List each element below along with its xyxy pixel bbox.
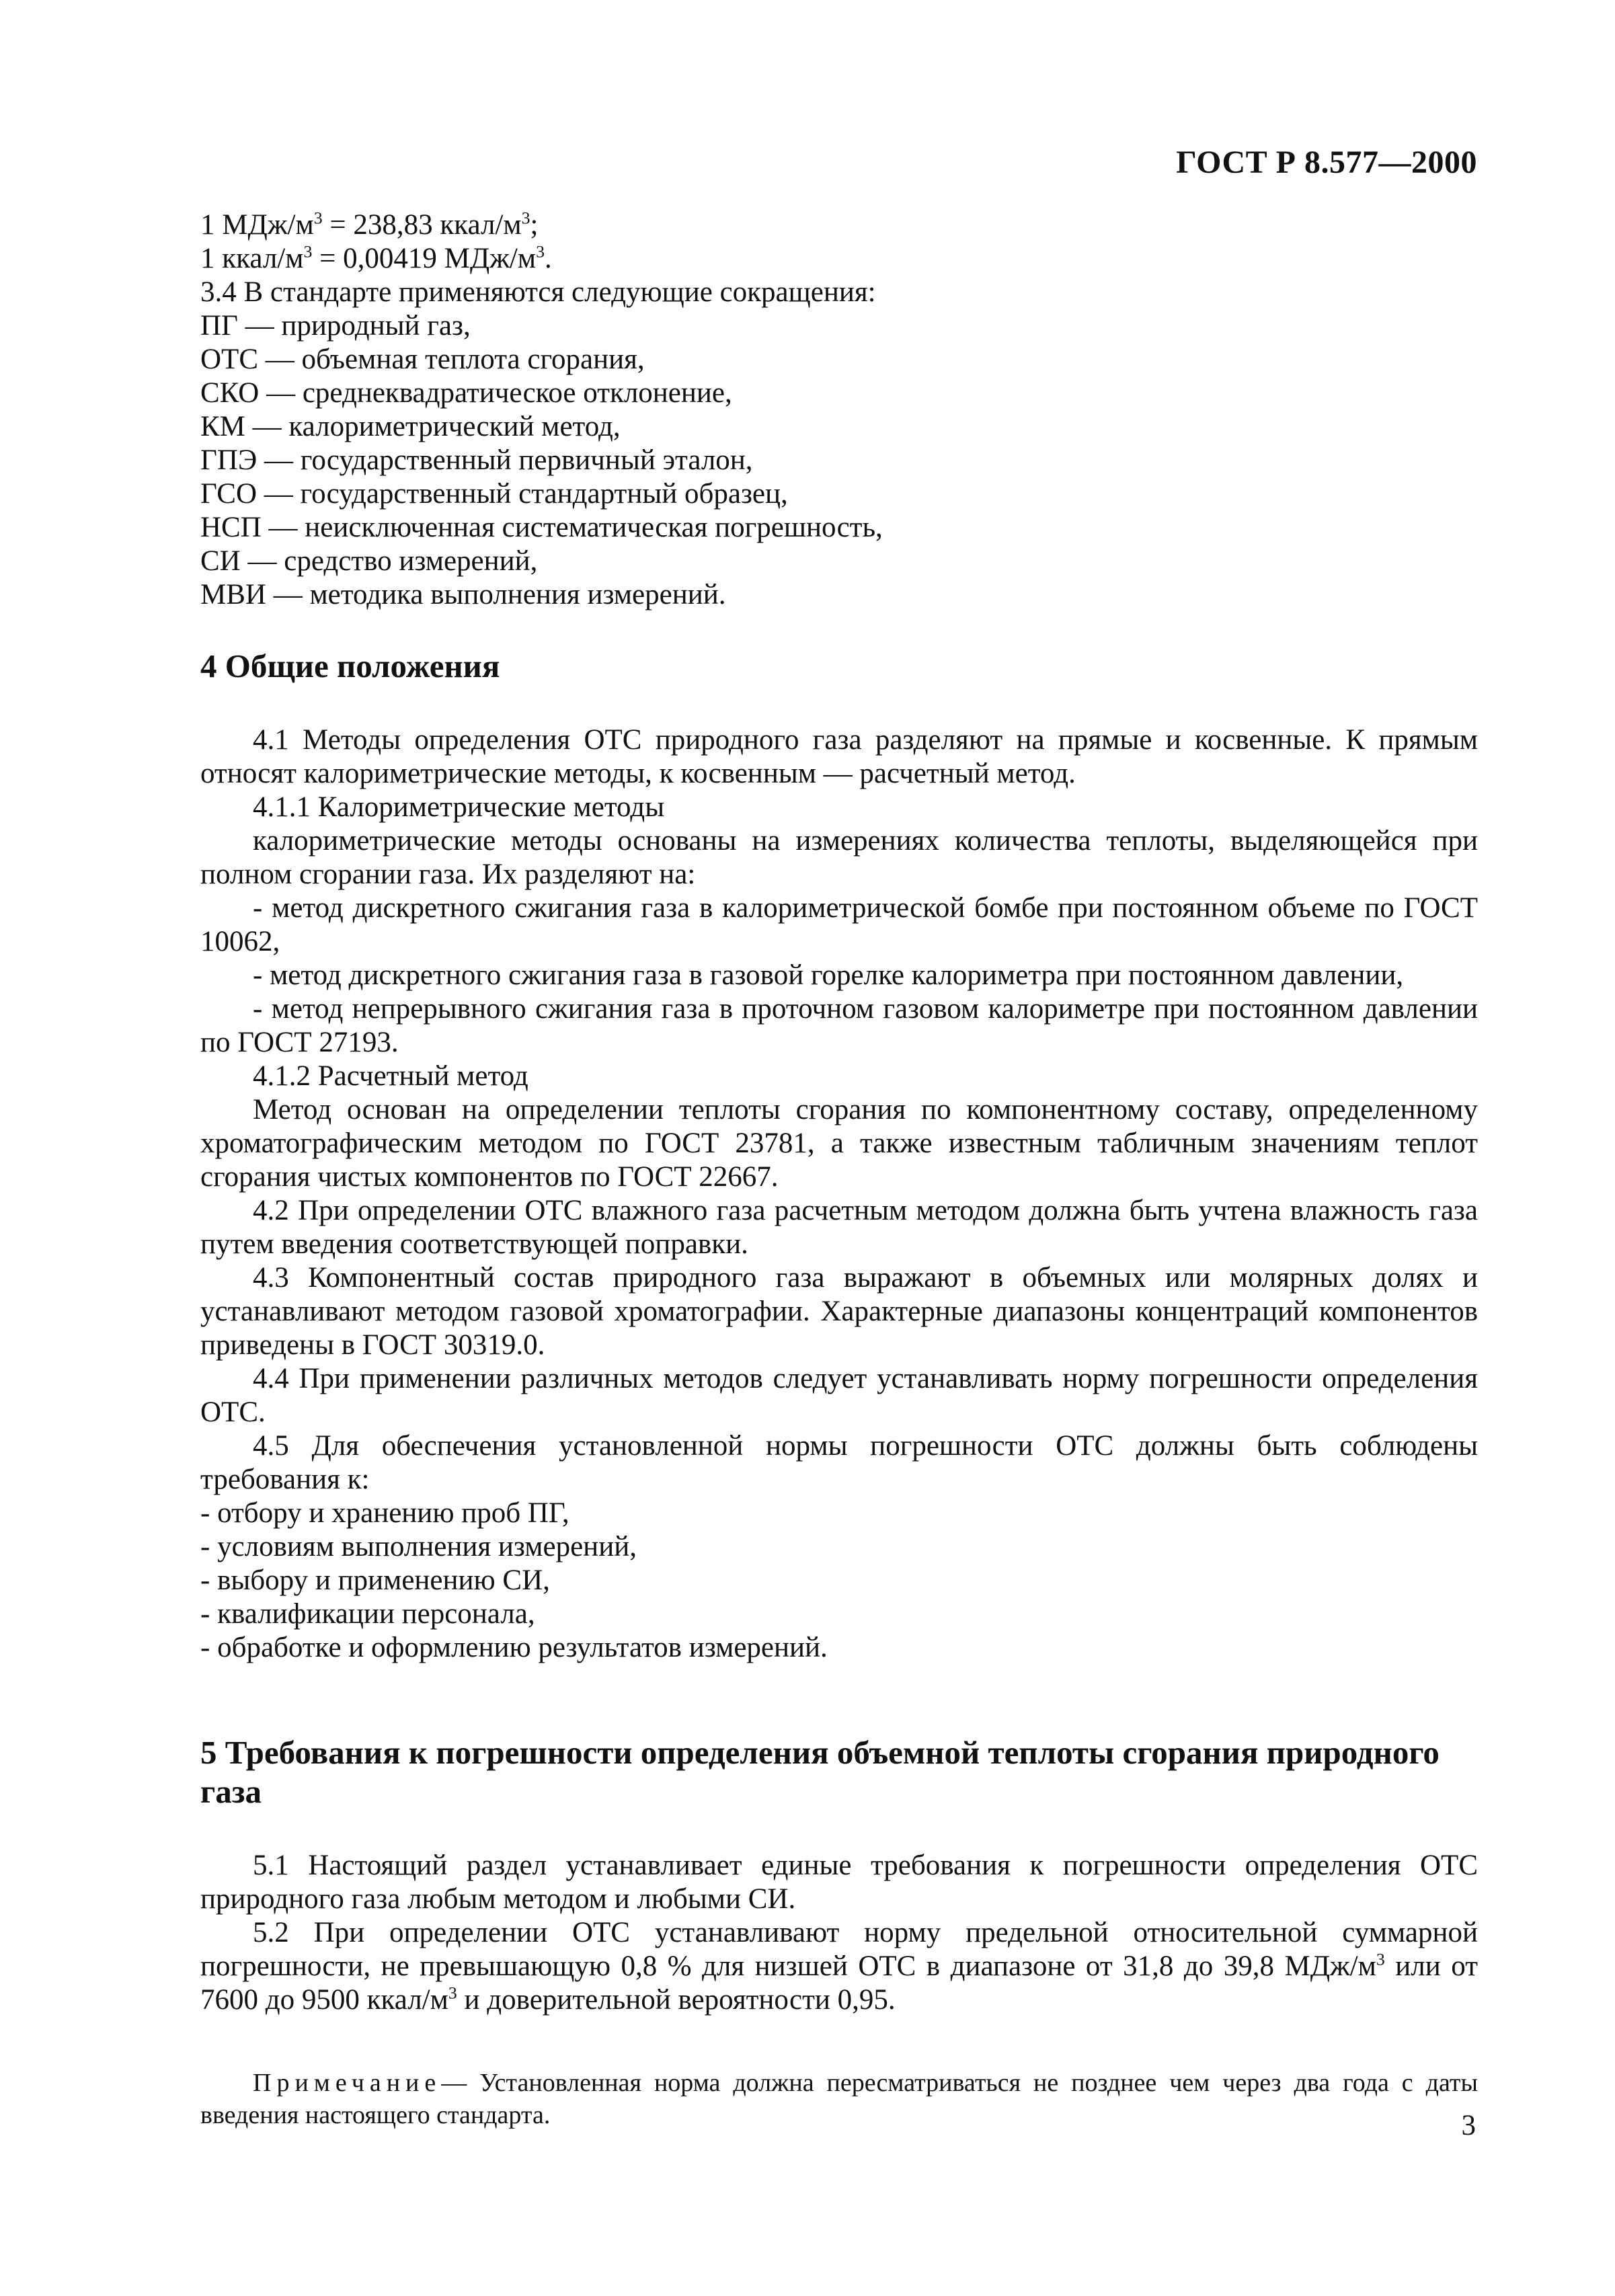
superscript: 3 <box>313 208 323 228</box>
superscript: 3 <box>448 1983 457 2003</box>
abbreviation-item: СИ — средство измерений, <box>200 545 538 577</box>
paragraph-4-3: 4.3 Компонентный состав природного газа выражают в объемных или молярных долях и устанавливают методом газовой хроматографии. Характерные диапазоны концентраций компонентов приведены в ГОСТ 30319.0. <box>200 1262 1478 1361</box>
page-number: 3 <box>1461 2110 1476 2141</box>
abbreviation-item: ГПЭ — государственный первичный эталон, <box>200 444 753 476</box>
abbreviation-list <box>200 276 1478 612</box>
unit-text: = 0,00419 МДж/м <box>312 243 537 274</box>
paragraph-5-2 <box>200 1916 1478 2017</box>
paragraph-text: 5.2 При определении ОТС устанавливают норму предельной относительной суммарной погрешности, не превышающую 0,8 % для низшей ОТС в диапазоне от 31,8 до 39,8 МДж/м <box>200 1917 1478 1982</box>
section-4-heading: 4 Общие положения <box>200 647 500 684</box>
paragraph-4-2: 4.2 При определении ОТС влажного газа расчетным методом должна быть учтена влажность газа путем введения соответствующей поправки. <box>200 1195 1478 1260</box>
note <box>200 2067 1478 2131</box>
superscript: 3 <box>536 241 545 262</box>
abbreviation-item: СКО — среднеквадратическое отклонение, <box>200 377 732 409</box>
requirement-list-item: - обработке и оформлению результатов измерений. <box>200 1632 828 1663</box>
abbreviation-item: ОТС — объемная теплота сгорания, <box>200 344 645 375</box>
abbreviation-item: НСП — неисключенная систематическая погрешность, <box>200 512 883 543</box>
paragraph-4-1-2: Метод основан на определении теплоты сгорания по компонентному составу, определенному хроматографическим методом по ГОСТ 23781, а также известным табличным значениям теплот сгорания чистых компонентов по ГОСТ 22667. <box>200 1094 1478 1193</box>
unit-text: = 238,83 ккал/м <box>322 209 522 241</box>
unit-conversion-1 <box>200 208 1478 242</box>
subsection-4-1-1-title: 4.1.1 Калориметрические методы <box>253 791 665 823</box>
section-5-heading: 5 Требования к погрешности определения объемной теплоты сгорания природного газа <box>200 1734 1440 1810</box>
method-list-item: - метод непрерывного сжигания газа в проточном газовом калориметре при постоянном давлении по ГОСТ 27193. <box>200 993 1478 1058</box>
paragraph-4-5: 4.5 Для обеспечения установленной нормы погрешности ОТС должны быть соблюдены требования к: <box>200 1430 1478 1495</box>
abbreviation-intro: 3.4 В стандарте применяются следующие сокращения: <box>200 276 876 308</box>
abbreviation-item: ГСО — государственный стандартный образец, <box>200 478 788 510</box>
unit-text: . <box>544 243 552 274</box>
abbreviation-item: КМ — калориметрический метод, <box>200 411 621 442</box>
requirement-list-item: - выбору и применению СИ, <box>200 1565 550 1596</box>
requirement-list-item: - отбору и хранению проб ПГ, <box>200 1497 569 1529</box>
superscript: 3 <box>521 208 530 228</box>
unit-text: 1 ккал/м <box>200 243 304 274</box>
unit-text: ; <box>530 209 539 241</box>
unit-text: 1 МДж/м <box>200 209 314 241</box>
superscript: 3 <box>1376 1949 1385 1969</box>
requirement-list-item: - условиям выполнения измерений, <box>200 1531 637 1562</box>
paragraph-4-4: 4.4 При применении различных методов следует устанавливать норму погрешности определения ОТС. <box>200 1363 1478 1428</box>
note-text: — Установленная норма должна пересматриваться не позднее чем через два года с даты введения настоящего стандарта. <box>200 2069 1478 2129</box>
abbreviation-item: ПГ — природный газ, <box>200 310 471 342</box>
method-list-item: - метод дискретного сжигания газа в газовой горелке калориметра при постоянном давлении, <box>253 959 1404 991</box>
superscript: 3 <box>303 241 313 262</box>
page-content <box>200 208 1478 2131</box>
paragraph-text: и доверительной вероятности 0,95. <box>457 1984 896 2016</box>
standard-code-header: ГОСТ Р 8.577—2000 <box>1176 145 1477 180</box>
requirement-list-item: - квалификации персонала, <box>200 1598 535 1630</box>
paragraph-text: или от 7600 до 9500 ккал/м <box>200 1950 1478 2016</box>
paragraph-4-1: 4.1 Методы определения ОТС природного газа разделяют на прямые и косвенные. К прямым относят калориметрические методы, к косвенным — расчетный метод. <box>200 724 1478 789</box>
unit-conversion-2 <box>200 242 1478 276</box>
note-label: Примечание <box>253 2069 442 2097</box>
abbreviation-item: МВИ — методика выполнения измерений. <box>200 579 726 610</box>
method-list-item: - метод дискретного сжигания газа в калориметрической бомбе при постоянном объеме по ГОСТ 10062, <box>200 892 1478 957</box>
paragraph-5-1: 5.1 Настоящий раздел устанавливает единые требования к погрешности определения ОТС природного газа любым методом и любыми СИ. <box>200 1850 1478 1915</box>
subsection-4-1-2-title: 4.1.2 Расчетный метод <box>253 1060 528 1092</box>
paragraph-4-1-1: калориметрические методы основаны на измерениях количества теплоты, выделяющейся при полном сгорании газа. Их разделяют на: <box>200 825 1478 890</box>
